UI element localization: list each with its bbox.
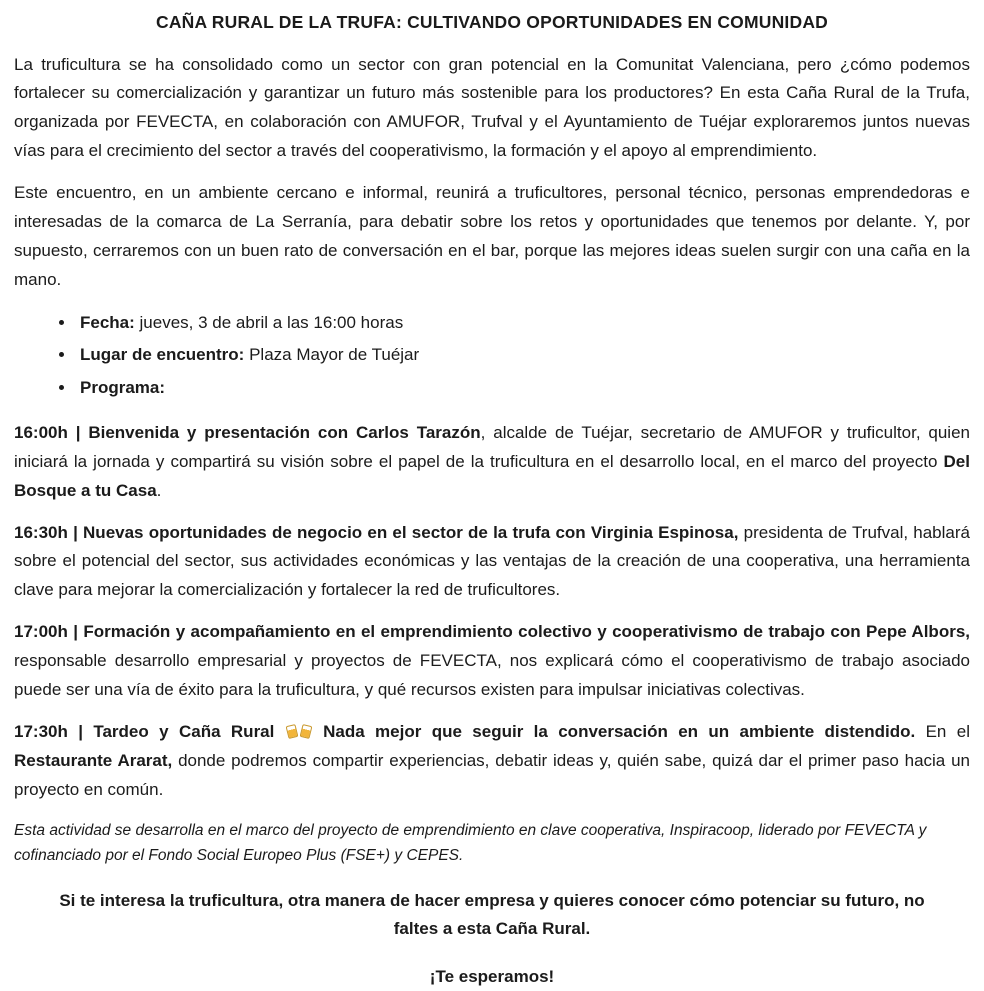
text-segment: Restaurante Ararat, xyxy=(14,750,173,770)
text-segment: . xyxy=(156,480,162,500)
intro-paragraph-1: La truficultura se ha consolidado como un sector con gran potencial en la Comunitat Valenciana, pero ¿cómo podemos fortalecer su comercialización y garantizar un futuro más sostenible para los productores? En esta Caña Rural de la Trufa, organizada por FEVECTA, en colaboración con AMUFOR, Trufval y el Ayuntamiento de Tuéjar exploraremos juntos nuevas vías para el crecimiento del sector a través del cooperativismo, la formación y el apoyo al emprendimiento. xyxy=(14,54,970,161)
event-details-list xyxy=(14,308,970,403)
program-item-1700 xyxy=(14,618,970,705)
closing-invitation: Si te interesa la truficultura, otra manera de hacer empresa y quieres conocer cómo potenciar su futuro, no faltes a esta Caña Rural. xyxy=(59,890,925,938)
text-segment: 16:30h | Nuevas oportunidades de negocio en el sector de la trufa con Virginia Espinosa, xyxy=(14,522,739,542)
intro-paragraph-2: Este encuentro, en un ambiente cercano e informal, reunirá a truficultores, personal técnico, personas emprendedoras e interesadas de la comarca de La Serranía, para debatir sobre los retos y oportunidades que tenemos por delante. Y, por supuesto, cerraremos con un buen rato de conversación en el bar, porque las mejores ideas suelen surgir con una caña en la mano. xyxy=(14,183,970,289)
text-segment: presidenta de Trufval, hablará sobre el potencial del sector, sus actividades económicas y las ventajas de la creación de una cooperativa, una herramienta clave para mejorar la comercialización y fortalecer la red de truficultores. xyxy=(14,522,970,600)
detail-item-fecha xyxy=(76,308,970,338)
beer-mugs-icon xyxy=(286,721,312,740)
detail-label-programa: Programa: xyxy=(80,378,166,398)
funding-note: Esta actividad se desarrolla en el marco del proyecto de emprendimiento en clave cooperativa, Inspiracoop, liderado por FEVECTA y cofinanciado por el Fondo Social Europeo Plus (FSE+) y CEPES. xyxy=(14,821,927,865)
detail-label-fecha: Fecha: xyxy=(80,312,135,332)
text-segment: En el xyxy=(915,721,970,741)
text-segment: Del Bosque a tu Casa xyxy=(14,451,970,500)
text-segment: donde podremos compartir experiencias, debatir ideas y, quién sabe, quizá dar el primer paso hacia un proyecto en común. xyxy=(14,750,970,799)
program-item-1600 xyxy=(14,419,970,506)
text-segment: 17:00h | Formación y acompañamiento en el emprendimiento colectivo y cooperativismo de trabajo con Pepe Albors, xyxy=(14,622,970,642)
text-segment: 16:00h | Bienvenida y presentación con Carlos Tarazón xyxy=(14,422,481,442)
program-item-1630 xyxy=(14,519,970,606)
detail-item-programa xyxy=(76,373,970,403)
closing-farewell: ¡Te esperamos! xyxy=(429,966,555,986)
program-item-1730 xyxy=(14,718,970,805)
detail-item-lugar xyxy=(76,340,970,370)
detail-label-lugar: Lugar de encuentro: xyxy=(80,345,245,365)
text-segment: , alcalde de Tuéjar, secretario de AMUFOR y truficultor, quien iniciará la jornada y compartirá su visión sobre el papel de la truficultura en el desarrollo local, en el marco del proyecto xyxy=(14,422,970,471)
text-segment: 17:30h | Tardeo y Caña Rural xyxy=(14,721,285,741)
detail-value-lugar: Plaza Mayor de Tuéjar xyxy=(249,345,420,365)
text-segment: responsable desarrollo empresarial y proyectos de FEVECTA, nos explicará cómo el cooperativismo de trabajo asociado puede ser una vía de éxito para la truficultura, y qué recursos existen para impulsar iniciativas colectivas. xyxy=(14,651,970,699)
text-segment: Nada mejor que seguir la conversación en un ambiente distendido. xyxy=(312,721,916,741)
detail-value-fecha: jueves, 3 de abril a las 16:00 horas xyxy=(139,312,404,332)
page-title: CAÑA RURAL DE LA TRUFA: CULTIVANDO OPORTUNIDADES EN COMUNIDAD xyxy=(156,12,828,32)
